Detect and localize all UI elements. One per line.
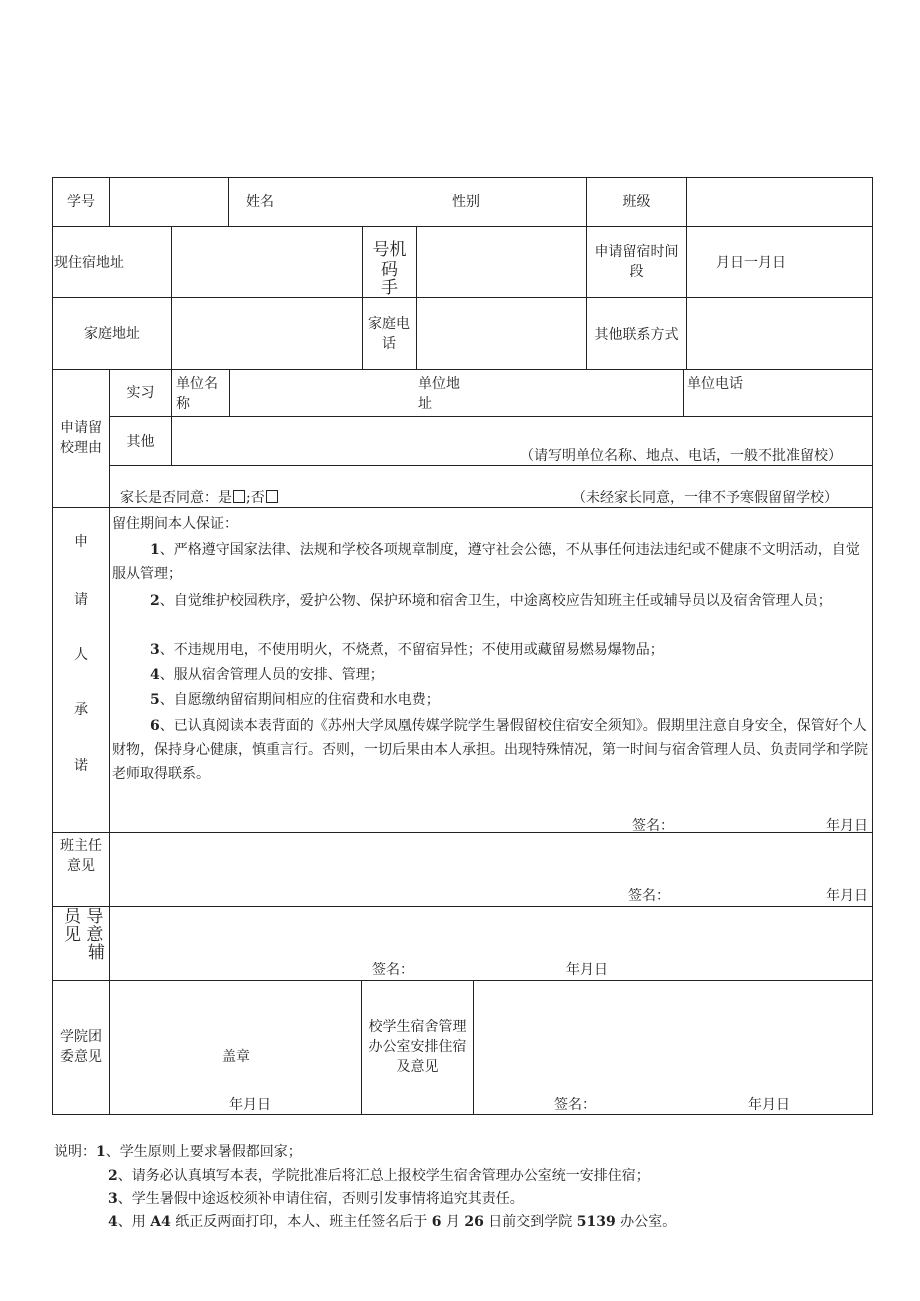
promise-item-number: 4 — [150, 667, 160, 683]
counselor-label-line2: 见 意 — [64, 925, 104, 945]
table-border-top — [52, 177, 873, 178]
promise-item-number: 2 — [150, 593, 160, 609]
promise-label-char: 人 — [74, 647, 88, 663]
col-divider — [683, 369, 684, 417]
col-divider — [228, 177, 229, 227]
promise-label-char: 诺 — [74, 758, 88, 774]
row-divider — [52, 906, 873, 907]
note-number: 2 — [108, 1168, 118, 1184]
internship-label: 实习 — [126, 385, 155, 401]
home-address-label: 家庭地址 — [84, 326, 140, 342]
note-text: 、请务必认真填写本表，学院批准后将汇总上报校学生宿舍管理办公室统一安排住宿； — [117, 1168, 650, 1184]
promise-sign-label: 签名： — [632, 818, 674, 834]
promise-item-number: 3 — [150, 642, 160, 658]
note-text-bold: 5139 — [576, 1214, 616, 1230]
class-label: 班级 — [622, 194, 651, 210]
note-text: 纸正反两面打印，本人、班主任签名后于 — [170, 1214, 432, 1230]
name-label: 姓名 — [246, 194, 274, 210]
promise-intro: 留住期间本人保证： — [112, 516, 238, 532]
col-divider — [361, 980, 362, 1115]
note-text: 、学生暑假中途返校须补申请住宿，否则引发事情将追究其责任。 — [117, 1191, 524, 1207]
table-border-right — [872, 177, 873, 1115]
note-number: 4 — [108, 1214, 118, 1230]
note-prefix: 说明： — [54, 1144, 96, 1160]
promise-item-4 — [112, 663, 872, 687]
promise-item-2 — [112, 589, 872, 613]
unit-phone-label: 单位电话 — [687, 376, 743, 392]
note-text: 、学生原则上要求暑假都回家； — [105, 1144, 302, 1160]
dorm-sign-label: 签名： — [554, 1097, 596, 1113]
counselor-label-line3: 辅 — [88, 943, 105, 963]
dorm-date-label: 年月日 — [748, 1097, 790, 1113]
col-divider — [586, 226, 587, 370]
col-divider — [229, 369, 230, 417]
row-divider — [52, 980, 873, 981]
stay-period-label: 申请留宿时间段 — [594, 244, 679, 280]
counselor-sign-label: 签名： — [372, 962, 414, 978]
parent-consent — [120, 488, 279, 508]
note-item-2 — [108, 1166, 650, 1186]
promise-label-char: 申 — [74, 534, 88, 550]
promise-label-char: 请 — [74, 592, 88, 608]
promise-item-text: 、不违规用电，不使用明火，不烧煮，不留宿异性；不使用或藏留易燃易爆物品； — [159, 642, 664, 658]
note-text: 办公室。 — [615, 1214, 677, 1230]
col-divider — [109, 507, 110, 981]
promise-item-text: 、已认真阅读本表背面的《苏州大学凤凰传媒学院学生暑假留校住宿安全须知》。假期里注意自身安全，保管好个人财物，保持身心健康，慎重言行。否则，一切后果由本人承担。出现特殊情况，第一时间与宿舍管理人员、负责同学和学院老师取得联系。 — [112, 718, 868, 782]
college-date-label: 年月日 — [229, 1097, 271, 1113]
consent-no-checkbox[interactable] — [266, 490, 278, 503]
dorm-office-label: 校学生宿舍管理办公室安排住宿及意见 — [368, 1019, 467, 1075]
promise-item-text: 、服从宿舍管理人员的安排、管理； — [159, 667, 384, 683]
promise-item-3 — [112, 638, 872, 662]
current-address-label: 现住宿地址 — [54, 255, 124, 271]
col-divider — [171, 226, 172, 370]
note-item-4 — [108, 1212, 676, 1232]
phone-label-line3: 手 — [381, 278, 398, 298]
consent-yes-checkbox[interactable] — [233, 490, 245, 503]
stay-period-value: 月日一月日 — [716, 255, 786, 271]
reason-label: 申请留校理由 — [60, 420, 102, 456]
promise-item-number: 1 — [150, 542, 160, 558]
note-text-bold: 26 — [464, 1214, 484, 1230]
col-divider — [416, 226, 417, 370]
teacher-opinion-label: 班主任意见 — [60, 838, 102, 874]
col-divider — [686, 226, 687, 370]
promise-item-5 — [112, 688, 872, 712]
promise-item-text: 、自觉维护校园秩序，爱护公物、保护环境和宿舍卫生，中途离校应告知班主任或辅导员以及宿舍管理人员； — [159, 593, 832, 609]
promise-item-6 — [112, 714, 872, 786]
promise-item-number: 6 — [150, 718, 160, 734]
note-number: 1 — [96, 1144, 106, 1160]
unit-address-label: 单位地址 — [418, 376, 460, 412]
promise-item-text: 、自愿缴纳留宿期间相应的住宿费和水电费； — [159, 692, 440, 708]
note-text-bold: 6 — [431, 1214, 442, 1230]
promise-label-char: 承 — [74, 702, 88, 718]
col-divider — [109, 980, 110, 1115]
note-text-bold: A4 — [150, 1214, 171, 1230]
note-text: 日前交到学院 — [483, 1214, 577, 1230]
note-text: 、用 — [117, 1214, 151, 1230]
note-item-1 — [54, 1142, 302, 1162]
phone-label-line2: 码 — [381, 260, 398, 280]
student-id-label: 学号 — [67, 194, 95, 210]
promise-date-label: 年月日 — [826, 818, 868, 834]
other-reason-label: 其他 — [126, 434, 155, 450]
row-divider — [52, 832, 873, 833]
row-divider — [52, 297, 873, 298]
promise-item-number: 5 — [150, 692, 160, 708]
row-divider — [110, 416, 873, 417]
col-divider — [109, 177, 110, 227]
teacher-sign-label: 签名： — [628, 888, 670, 904]
other-contact-label: 其他联系方式 — [594, 327, 679, 343]
parent-consent-note: （未经家长同意，一律不予寒假留留学校） — [572, 490, 838, 506]
col-divider — [473, 980, 474, 1115]
stamp-label: 盖章 — [222, 1049, 250, 1065]
parent-consent-prefix: 家长是否同意：是 — [120, 490, 232, 506]
col-divider — [171, 369, 172, 466]
table-border-left — [52, 177, 53, 1115]
promise-item-text: 、严格遵守国家法律、法规和学校各项规章制度，遵守社会公德，不从事任何违法违纪或不健康不文明活动，自觉服从管理； — [112, 542, 860, 582]
counselor-label-line1: 员 导 — [64, 907, 104, 927]
promise-item-1 — [112, 538, 872, 586]
note-item-3 — [108, 1189, 524, 1209]
row-divider — [52, 369, 873, 370]
unit-name-label: 单位名称 — [176, 376, 218, 412]
counselor-date-label: 年月日 — [566, 962, 608, 978]
phone-label-line1: 号机 — [372, 240, 407, 260]
gender-label: 性别 — [452, 194, 480, 210]
parent-consent-mid: ;否 — [246, 490, 265, 506]
row-divider — [52, 226, 873, 227]
home-phone-label: 家庭电话 — [368, 316, 410, 352]
col-divider — [686, 177, 687, 227]
note-number: 3 — [108, 1191, 118, 1207]
other-reason-note: （请写明单位名称、地点、电话，一般不批准留校） — [520, 448, 842, 464]
teacher-date-label: 年月日 — [826, 888, 868, 904]
note-text: 月 — [441, 1214, 465, 1230]
college-opinion-label: 学院团委意见 — [60, 1029, 102, 1065]
